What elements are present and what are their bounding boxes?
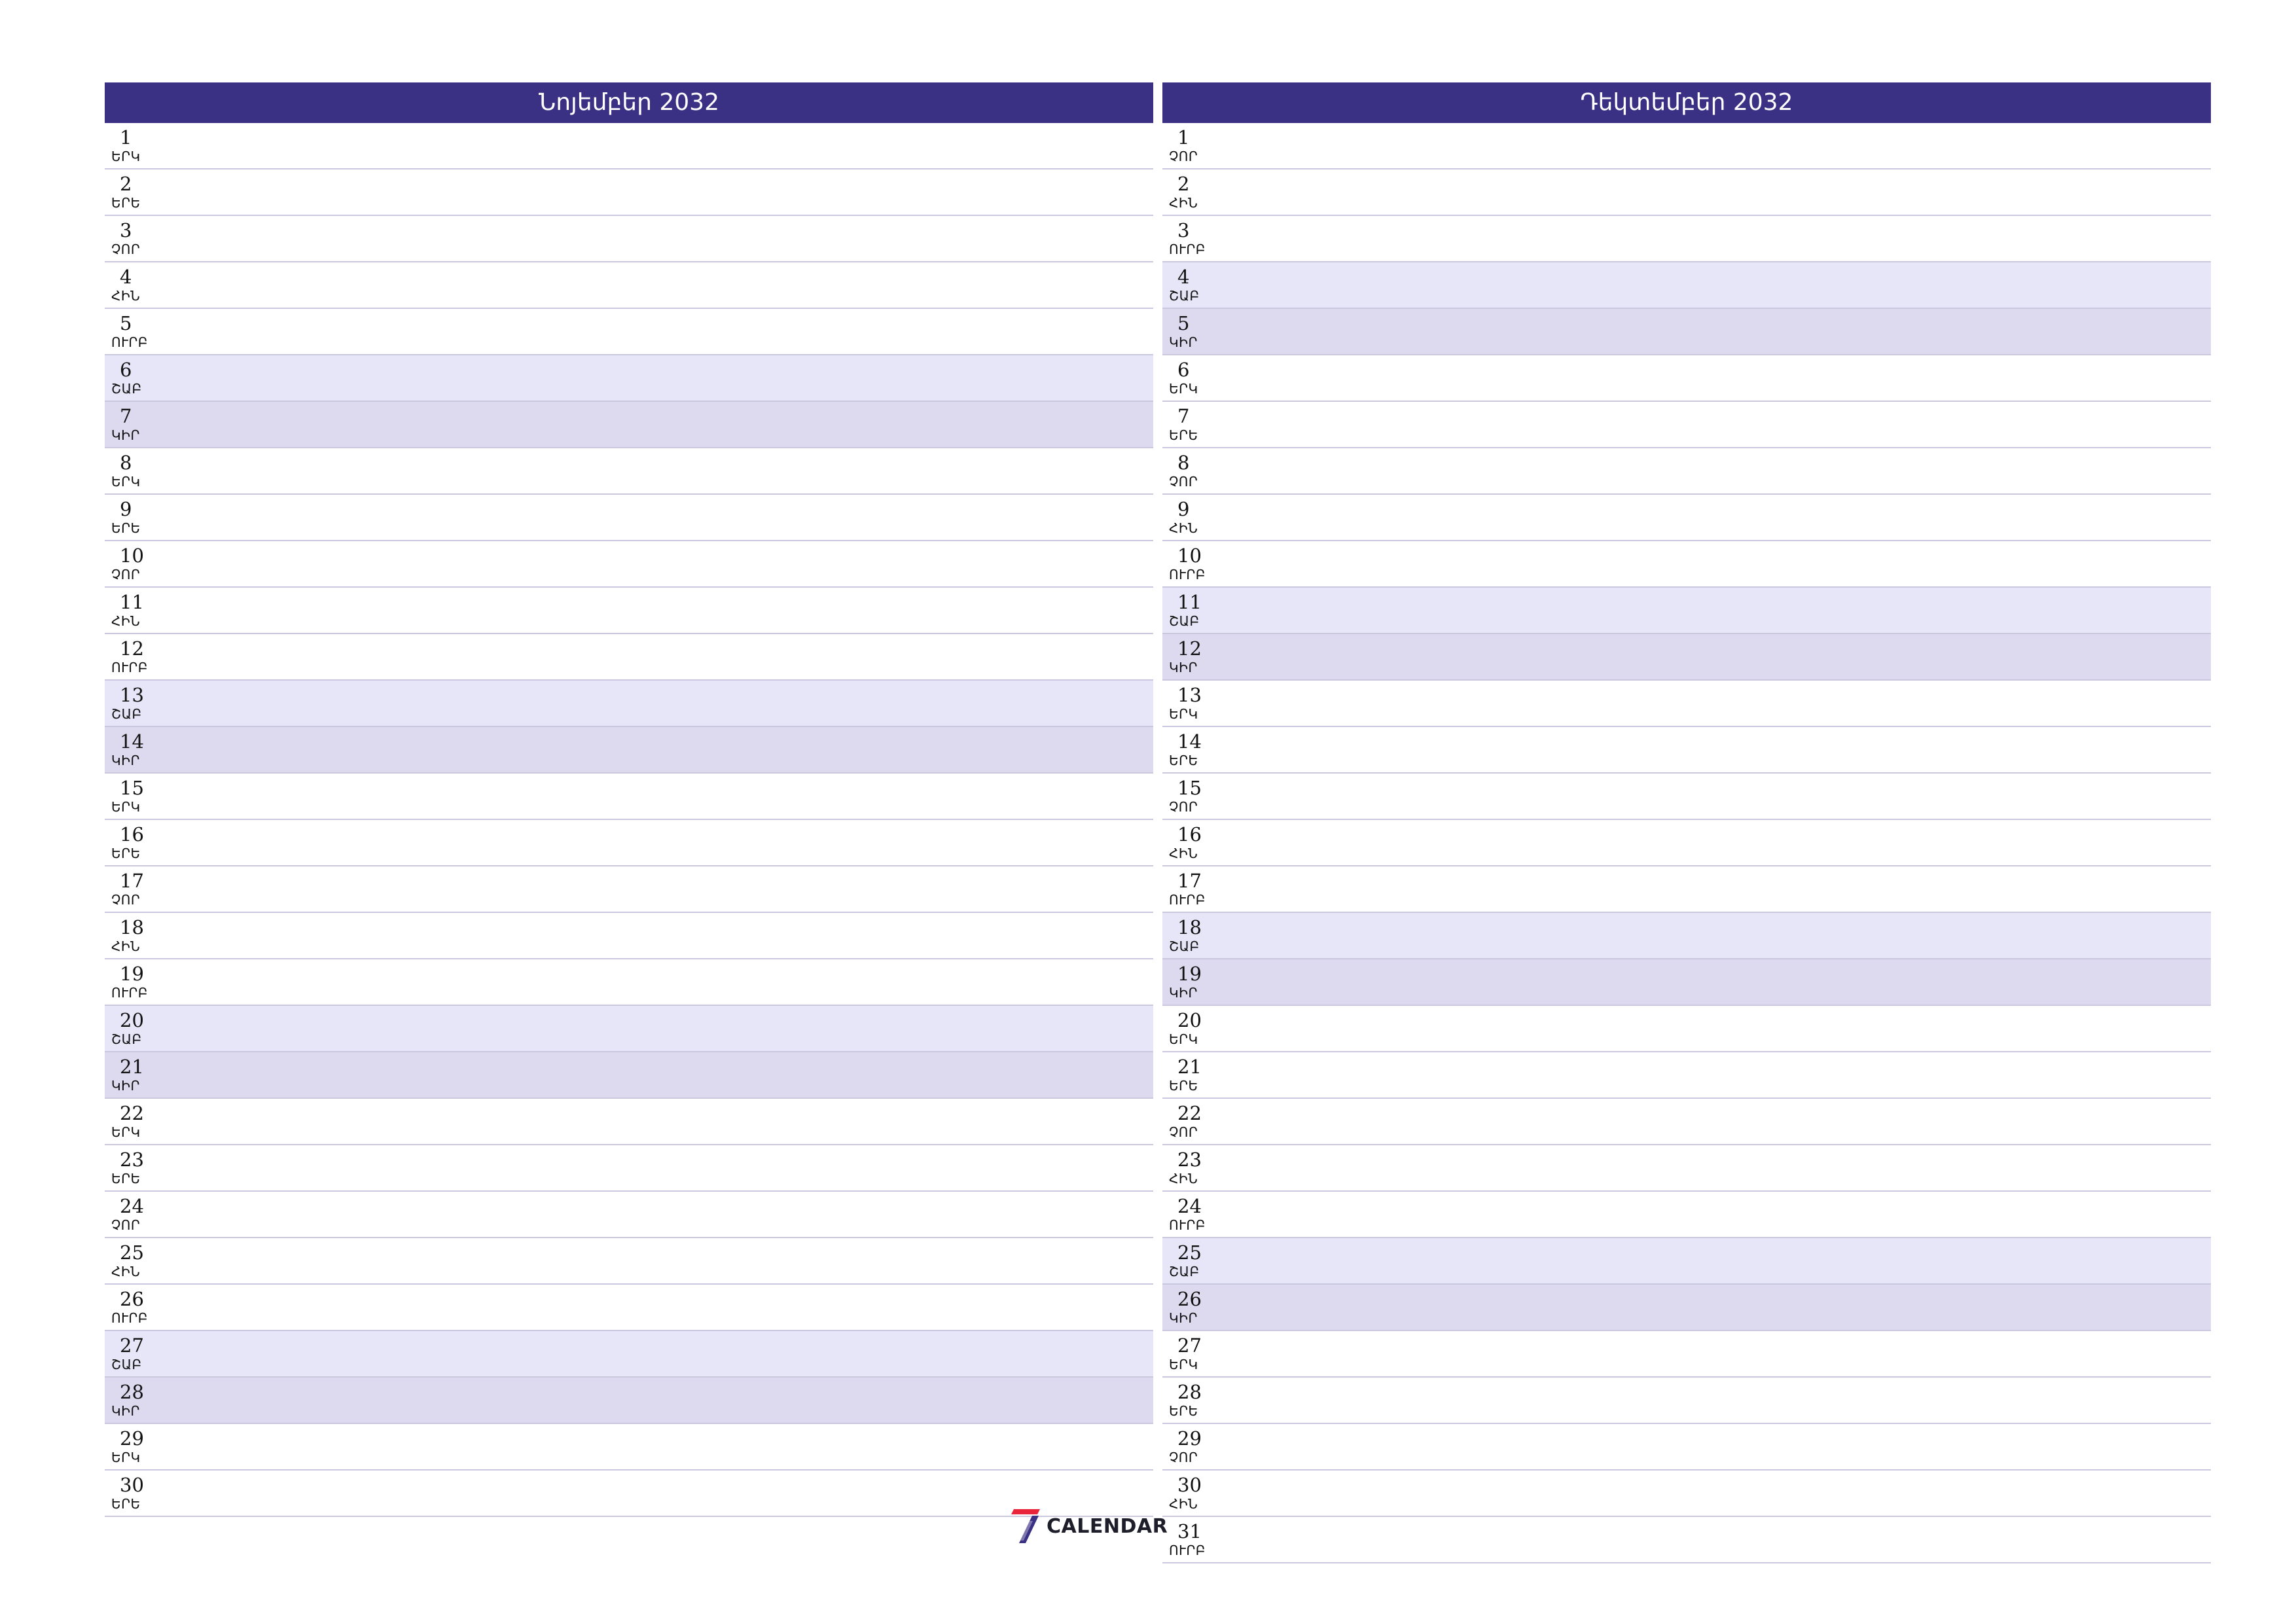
day-number: 22 (120, 1102, 144, 1124)
weekday-name: ԵՐԿ (111, 474, 141, 490)
day-number: 28 (1177, 1381, 1202, 1403)
day-number: 15 (1177, 777, 1202, 799)
day-number: 16 (120, 823, 144, 846)
day-number: 24 (120, 1195, 144, 1217)
weekday-name: ՇԱԲ (1169, 288, 1200, 304)
weekday-name: ՇԱԲ (111, 381, 142, 397)
day-row (1162, 634, 2211, 681)
day-row (105, 774, 1153, 820)
weekday-name: ԵՐԿ (1169, 706, 1198, 722)
weekday-name: ՇԱԲ (111, 706, 142, 722)
day-row (105, 1378, 1153, 1424)
weekday-name: ՇԱԲ (111, 1357, 142, 1372)
day-number: 8 (120, 452, 132, 474)
weekday-name: ԵՐԿ (111, 149, 141, 164)
day-row (105, 448, 1153, 495)
day-row (105, 1238, 1153, 1285)
day-number: 1 (120, 126, 132, 149)
day-row (1162, 1517, 2211, 1563)
day-row (1162, 1192, 2211, 1238)
day-row (1162, 123, 2211, 169)
day-number: 23 (120, 1149, 144, 1171)
day-number: 17 (120, 870, 144, 892)
weekday-name: ԵՐԵ (111, 520, 141, 536)
weekday-name: ԿԻՐ (1169, 1310, 1198, 1326)
weekday-name: ՈՒՐԲ (1169, 241, 1206, 257)
weekday-name: ՀԻՆ (111, 1264, 141, 1279)
weekday-name: ՈՒՐԲ (1169, 1543, 1206, 1558)
weekday-name: ԵՐԵ (111, 846, 141, 861)
month-title: Դեկտեմբեր 2032 (1162, 82, 2211, 123)
day-row (105, 495, 1153, 541)
day-row (1162, 1424, 2211, 1471)
day-number: 18 (1177, 916, 1202, 938)
weekday-name: ԿԻՐ (111, 1403, 140, 1419)
weekday-name: ՀԻՆ (1169, 195, 1198, 211)
day-row (1162, 541, 2211, 588)
day-row (1162, 448, 2211, 495)
day-number: 30 (120, 1474, 144, 1496)
day-row (105, 402, 1153, 448)
weekday-name: ԿԻՐ (1169, 985, 1198, 1001)
day-row (105, 1285, 1153, 1331)
day-number: 18 (120, 916, 144, 938)
weekday-name: ՉՈՐ (1169, 149, 1198, 164)
day-number: 4 (1177, 266, 1190, 288)
month-november (105, 82, 1153, 1517)
day-row (1162, 402, 2211, 448)
weekday-name: ՉՈՐ (1169, 474, 1198, 490)
weekday-name: ԵՐԵ (111, 195, 141, 211)
weekday-name: ՀԻՆ (111, 938, 141, 954)
day-number: 21 (1177, 1056, 1202, 1078)
weekday-name: ՇԱԲ (111, 1031, 142, 1047)
day-row (1162, 169, 2211, 216)
weekday-name: ՀԻՆ (1169, 520, 1198, 536)
day-row (105, 355, 1153, 402)
day-number: 11 (120, 591, 144, 613)
day-number: 5 (120, 312, 132, 334)
day-row (1162, 1331, 2211, 1378)
day-row (1162, 495, 2211, 541)
weekday-name: ՈՒՐԲ (1169, 1217, 1206, 1233)
day-number: 21 (120, 1056, 144, 1078)
day-number: 20 (1177, 1009, 1202, 1031)
day-row (1162, 959, 2211, 1006)
day-row (1162, 1378, 2211, 1424)
day-row (105, 820, 1153, 866)
weekday-name: ԵՐԿ (1169, 381, 1198, 397)
weekday-name: ԿԻՐ (111, 1078, 140, 1094)
day-row (105, 262, 1153, 309)
day-number: 17 (1177, 870, 1202, 892)
weekday-name: ԵՐԵ (1169, 427, 1198, 443)
weekday-name: ԿԻՐ (111, 753, 140, 768)
day-row (1162, 727, 2211, 774)
month-december (1162, 82, 2211, 1563)
day-number: 6 (1177, 359, 1190, 381)
weekday-name: ՈՒՐԲ (111, 334, 148, 350)
day-row (105, 1192, 1153, 1238)
weekday-name: ՉՈՐ (1169, 799, 1198, 815)
weekday-name: ՉՈՐ (111, 567, 141, 582)
day-number: 19 (1177, 963, 1202, 985)
day-number: 10 (120, 544, 144, 567)
day-row (105, 681, 1153, 727)
day-number: 16 (1177, 823, 1202, 846)
day-row (1162, 309, 2211, 355)
day-row (105, 309, 1153, 355)
day-number: 20 (120, 1009, 144, 1031)
weekday-name: ՀԻՆ (1169, 1171, 1198, 1186)
weekday-name: ՈՒՐԲ (111, 1310, 148, 1326)
weekday-name: ՈՒՐԲ (111, 660, 148, 675)
day-row (1162, 1006, 2211, 1052)
day-row (105, 1006, 1153, 1052)
weekday-name: ԵՐԿ (111, 1124, 141, 1140)
weekday-name: ՈՒՐԲ (111, 985, 148, 1001)
seven-calendar-logo (1011, 1507, 1168, 1546)
day-number: 3 (1177, 219, 1190, 241)
weekday-name: ՀԻՆ (1169, 846, 1198, 861)
day-row (1162, 216, 2211, 262)
weekday-name: ԿԻՐ (111, 427, 140, 443)
day-number: 31 (1177, 1520, 1202, 1543)
weekday-name: ԵՐԿ (111, 799, 141, 815)
weekday-name: ՉՈՐ (1169, 1124, 1198, 1140)
day-number: 14 (120, 730, 144, 753)
day-number: 15 (120, 777, 144, 799)
day-row (105, 1145, 1153, 1192)
day-row (1162, 1099, 2211, 1145)
day-row (1162, 355, 2211, 402)
day-row (1162, 1052, 2211, 1099)
weekday-name: ՀԻՆ (111, 613, 141, 629)
day-number: 26 (1177, 1288, 1202, 1310)
day-row (1162, 1145, 2211, 1192)
weekday-name: ՉՈՐ (111, 1217, 141, 1233)
day-list (105, 123, 1153, 1517)
weekday-name: ԵՐԵ (111, 1496, 141, 1512)
day-number: 11 (1177, 591, 1202, 613)
day-row (105, 588, 1153, 634)
weekday-name: ՇԱԲ (1169, 1264, 1200, 1279)
day-number: 3 (120, 219, 132, 241)
day-number: 25 (1177, 1241, 1202, 1264)
day-row (105, 1331, 1153, 1378)
day-row (1162, 681, 2211, 727)
day-row (105, 727, 1153, 774)
logo-text: CALENDAR (1047, 1514, 1168, 1538)
day-number: 7 (1177, 405, 1190, 427)
weekday-name: ՉՈՐ (111, 241, 141, 257)
day-number: 29 (1177, 1427, 1202, 1450)
day-number: 12 (1177, 637, 1202, 660)
day-number: 29 (120, 1427, 144, 1450)
weekday-name: ԵՐԿ (1169, 1031, 1198, 1047)
day-row (1162, 774, 2211, 820)
day-row (1162, 866, 2211, 913)
seven-logo-icon (1011, 1508, 1041, 1544)
day-row (1162, 820, 2211, 866)
day-number: 25 (120, 1241, 144, 1264)
month-title: Նոյեմբեր 2032 (105, 82, 1153, 123)
day-row (1162, 588, 2211, 634)
weekday-name: ԵՐԿ (1169, 1357, 1198, 1372)
day-number: 10 (1177, 544, 1202, 567)
day-number: 9 (120, 498, 132, 520)
day-row (105, 216, 1153, 262)
day-row (1162, 262, 2211, 309)
day-number: 12 (120, 637, 144, 660)
day-number: 27 (1177, 1334, 1202, 1357)
day-number: 13 (120, 684, 144, 706)
weekday-name: ՉՈՐ (1169, 1450, 1198, 1465)
day-number: 14 (1177, 730, 1202, 753)
weekday-name: ՇԱԲ (1169, 613, 1200, 629)
day-row (1162, 1471, 2211, 1517)
day-list (1162, 123, 2211, 1563)
day-row (105, 1052, 1153, 1099)
day-number: 28 (120, 1381, 144, 1403)
day-row (105, 634, 1153, 681)
day-number: 7 (120, 405, 132, 427)
day-row (105, 1099, 1153, 1145)
day-number: 23 (1177, 1149, 1202, 1171)
day-number: 9 (1177, 498, 1190, 520)
day-number: 1 (1177, 126, 1190, 149)
day-number: 26 (120, 1288, 144, 1310)
day-number: 6 (120, 359, 132, 381)
day-number: 24 (1177, 1195, 1202, 1217)
weekday-name: ՉՈՐ (111, 892, 141, 908)
day-number: 30 (1177, 1474, 1202, 1496)
day-row (1162, 1285, 2211, 1331)
day-number: 5 (1177, 312, 1190, 334)
weekday-name: ՀԻՆ (1169, 1496, 1198, 1512)
day-row (105, 169, 1153, 216)
day-row (105, 123, 1153, 169)
weekday-name: ԵՐԵ (111, 1171, 141, 1186)
weekday-name: ԵՐԿ (111, 1450, 141, 1465)
weekday-name: ԿԻՐ (1169, 334, 1198, 350)
weekday-name: ԵՐԵ (1169, 753, 1198, 768)
day-number: 2 (120, 173, 132, 195)
day-number: 2 (1177, 173, 1190, 195)
weekday-name: ՀԻՆ (111, 288, 141, 304)
day-number: 13 (1177, 684, 1202, 706)
day-number: 27 (120, 1334, 144, 1357)
day-row (105, 1424, 1153, 1471)
day-row (105, 866, 1153, 913)
weekday-name: ՇԱԲ (1169, 938, 1200, 954)
day-number: 22 (1177, 1102, 1202, 1124)
day-number: 4 (120, 266, 132, 288)
day-number: 19 (120, 963, 144, 985)
weekday-name: ԿԻՐ (1169, 660, 1198, 675)
day-row (1162, 1238, 2211, 1285)
day-row (105, 541, 1153, 588)
day-row (105, 959, 1153, 1006)
day-number: 8 (1177, 452, 1190, 474)
day-row (1162, 913, 2211, 959)
day-row (105, 913, 1153, 959)
weekday-name: ԵՐԵ (1169, 1078, 1198, 1094)
day-row (105, 1471, 1153, 1517)
weekday-name: ԵՐԵ (1169, 1403, 1198, 1419)
weekday-name: ՈՒՐԲ (1169, 567, 1206, 582)
weekday-name: ՈՒՐԲ (1169, 892, 1206, 908)
